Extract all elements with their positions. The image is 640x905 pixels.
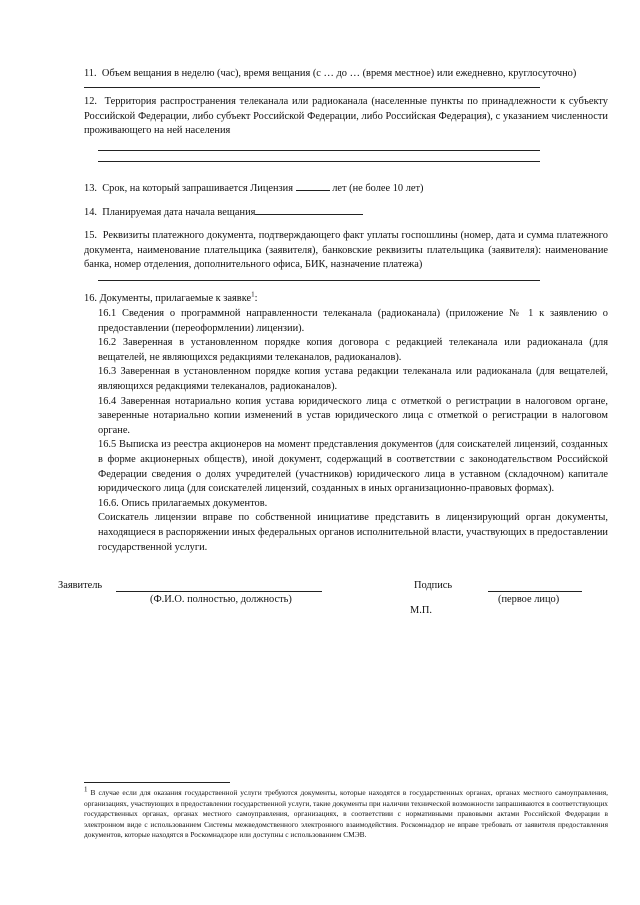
footnote [84,785,608,841]
document-entry-16-2: 16.2 Заверенная в установленном порядке копия договора с редакцией телеканала или радиоканала (для вещателей, не являющихся редакциями телеканалов, радиоканалов). [98,337,608,363]
item-13-number: 13. [84,183,97,194]
start-date-field[interactable] [255,204,363,215]
item-16-heading [84,292,584,307]
document-entry-16-5: 16.5 Выписка из реестра акционеров на момент представления документов (для соискателей лицензий, созданных в форме акционерных обществ), иной документ, содержащий в соответствии с законодательством Российской Федерации сведения о долях учредителей (участников) юридического лица в уставном (складочном) капитале юридического лица (для соискателей лицензий, созданных в иных организационно-правовых формах). [98,439,608,495]
item-11-number: 11. [84,68,97,79]
item-14-text: Планируемая дата начала вещания [102,207,256,218]
footnote-mark: 1 [84,785,88,794]
item-13-text: Срок, на который запрашивается Лицензия [102,183,293,194]
seal-placeholder: М.П. [410,605,432,616]
footnote-separator [84,782,230,783]
item-13 [84,180,584,197]
document-entry-16-3: 16.3 Заверенная в установленном порядке копия устава редакции телеканала или радиоканала (для вещателей, являющихся редакциями телеканалов, радиоканалов). [98,366,608,392]
item-15-number: 15. [84,230,97,241]
document-entry-16-4: 16.4 Заверенная нотариально копия устава юридического лица с отметкой о регистрации в налоговом органе, заверенные нотариально копии изменений в устав юридического лица с отметкой о регистрации в налоговом органе. [98,395,608,436]
item-14 [84,204,584,221]
license-term-field[interactable] [296,180,330,191]
item-12-text: Территория распространения телеканала или радиоканала (населенные пункты по принадлежности к субъекту Российской Федерации, либо субъект Российской Федерации, либо Российская Федерация), с указанием численности проживающего на ней населения [84,96,608,137]
item-15-answer-line[interactable] [98,280,540,281]
item-11 [84,67,584,82]
footnote-text: В случае если для оказания государственной услуги требуются документы, которые находятся в государственных органах, органах местного самоуправления, организациях, участвующих в предоставлении государственной услуги, такие документы при наличии технической возможности запрашиваются в соответствующих государственных органах, органах местного самоуправления, организациях, в соответствии с нормативными правовыми актами Российской Федерации в электронном виде с использованием Системы межведомственного электронного взаимодействия. Роскомнадзор не вправе требовать от заявителя предоставления документов, которые находятся в Роскомнадзоре или доступны с использованием СМЭВ. [84,788,608,840]
signature-caption: (первое лицо) [498,594,560,605]
item-11-text: Объем вещания в неделю (час), время вещания (с … до … (время местное) или ежедневно, круглосуточно) [101,68,577,79]
item-15-text: Реквизиты платежного документа, подтверждающего факт уплаты госпошлины (номер, дата и сумма платежного документа, наименование плательщика (заявителя), банковские реквизиты плательщика (заявителя): наименование банка, номер отделения, дополнительного офиса, БИК, назначение платежа) [84,230,608,271]
item-12-answer-line-2[interactable] [98,161,540,162]
applicant-signature-line[interactable] [116,591,322,592]
signature-line[interactable] [488,591,582,592]
item-13-text-after: лет (не более 10 лет) [332,183,424,194]
applicant-caption: (Ф.И.О. полностью, должность) [150,594,292,605]
item-16-document-list [98,307,608,555]
item-12-number: 12. [84,96,97,107]
item-16-heading-colon: : [254,293,258,304]
signature-label: Подпись [414,580,453,591]
document-entry-16-6: 16.6. Опись прилагаемых документов. [98,497,268,509]
item-12-answer-line-1[interactable] [98,150,540,151]
item-16-heading-text: 16. Документы, прилагаемые к заявке [84,293,252,304]
item-11-answer-line[interactable] [84,87,540,88]
document-entry-16-1: 16.1 Сведения о программной направленности телеканала (радиоканала) (приложение № 1 к заявлению о предоставлении (переоформлении) лицензии). [98,308,608,334]
applicant-right-note: Соискатель лицензии вправе по собственной инициативе представить в лицензирующий орган документы, находящиеся в распоряжении иных федеральных органов исполнительной власти, участвующих в предоставлении государственной услуги. [98,512,608,553]
item-12 [84,95,608,139]
footnote-reference: 1 [251,290,255,299]
item-15 [84,229,608,273]
item-14-number: 14. [84,207,97,218]
applicant-label: Заявитель [58,580,103,591]
